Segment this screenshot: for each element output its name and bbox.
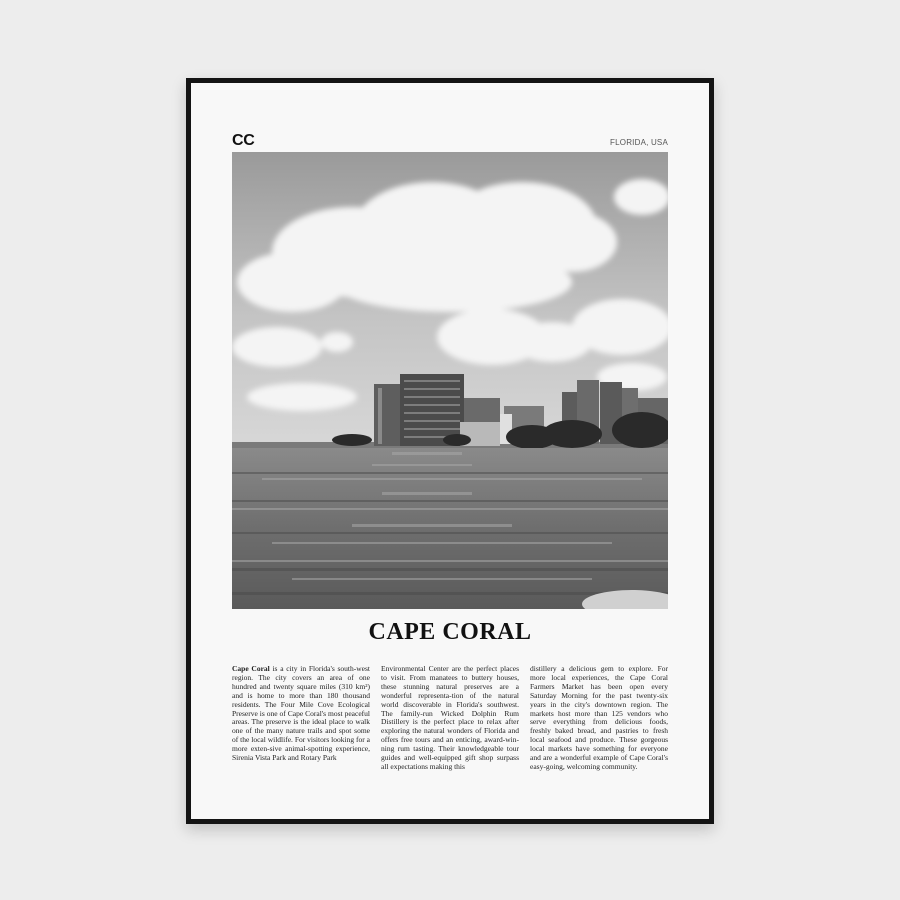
- description-column-1: [232, 665, 370, 771]
- city-title: CAPE CORAL: [368, 619, 532, 645]
- waterfront-skyline-image: [232, 152, 668, 609]
- description-column-3: distillery a delicious gem to explore. For more local experiences, the Cape Coral Farmers Market has been open every Saturday Morning for the past twenty-six years in the city's downtown region. The markets host more than 125 vendors who serve everything from delicious foods, freshly baked bread, and pastries to fresh local seafood and produce. These gorgeous local markets have something for everyone and are a wonderful example of Cape Coral's easy-going, welcoming community.: [530, 665, 668, 771]
- city-name-lead: Cape Coral: [232, 665, 270, 673]
- poster-frame: [186, 78, 714, 824]
- poster-paper: [191, 83, 709, 819]
- description-columns: [232, 665, 668, 771]
- description-column-2: Environmental Center are the perfect places to visit. From manatees to buttery houses, these stunning natural preserves are a wonderful representa-tion of the natural world discoverable in Florida's southwest. The family-run Wicked Dolphin Rum Distillery is the perfect place to relax after exploring the natural wonders of Florida and offers free tours and an enticing, award-win-ning rum tasting. Their knowledgeable tour guides and well-equipped gift shop surpass all expectations making this: [381, 665, 519, 771]
- location-label: FLORIDA, USA: [610, 138, 668, 147]
- cape-coral-photo: [232, 152, 668, 609]
- column-1-text: is a city in Florida's south-west region. The city covers an area of one hundred and twenty square miles (310 km²) and is home to more than 180 thousand residents. The Four Mile Cove Ecological Preserve is one of Cape Coral's most peaceful areas. The preserve is the ideal place to walk one of the many nature trails and spot some of the local wildlife. For visitors looking for a more exten-sive animal-spotting experience, Sirenia Vista Park and Rotary Park: [232, 665, 370, 763]
- city-monogram: CC: [232, 132, 255, 149]
